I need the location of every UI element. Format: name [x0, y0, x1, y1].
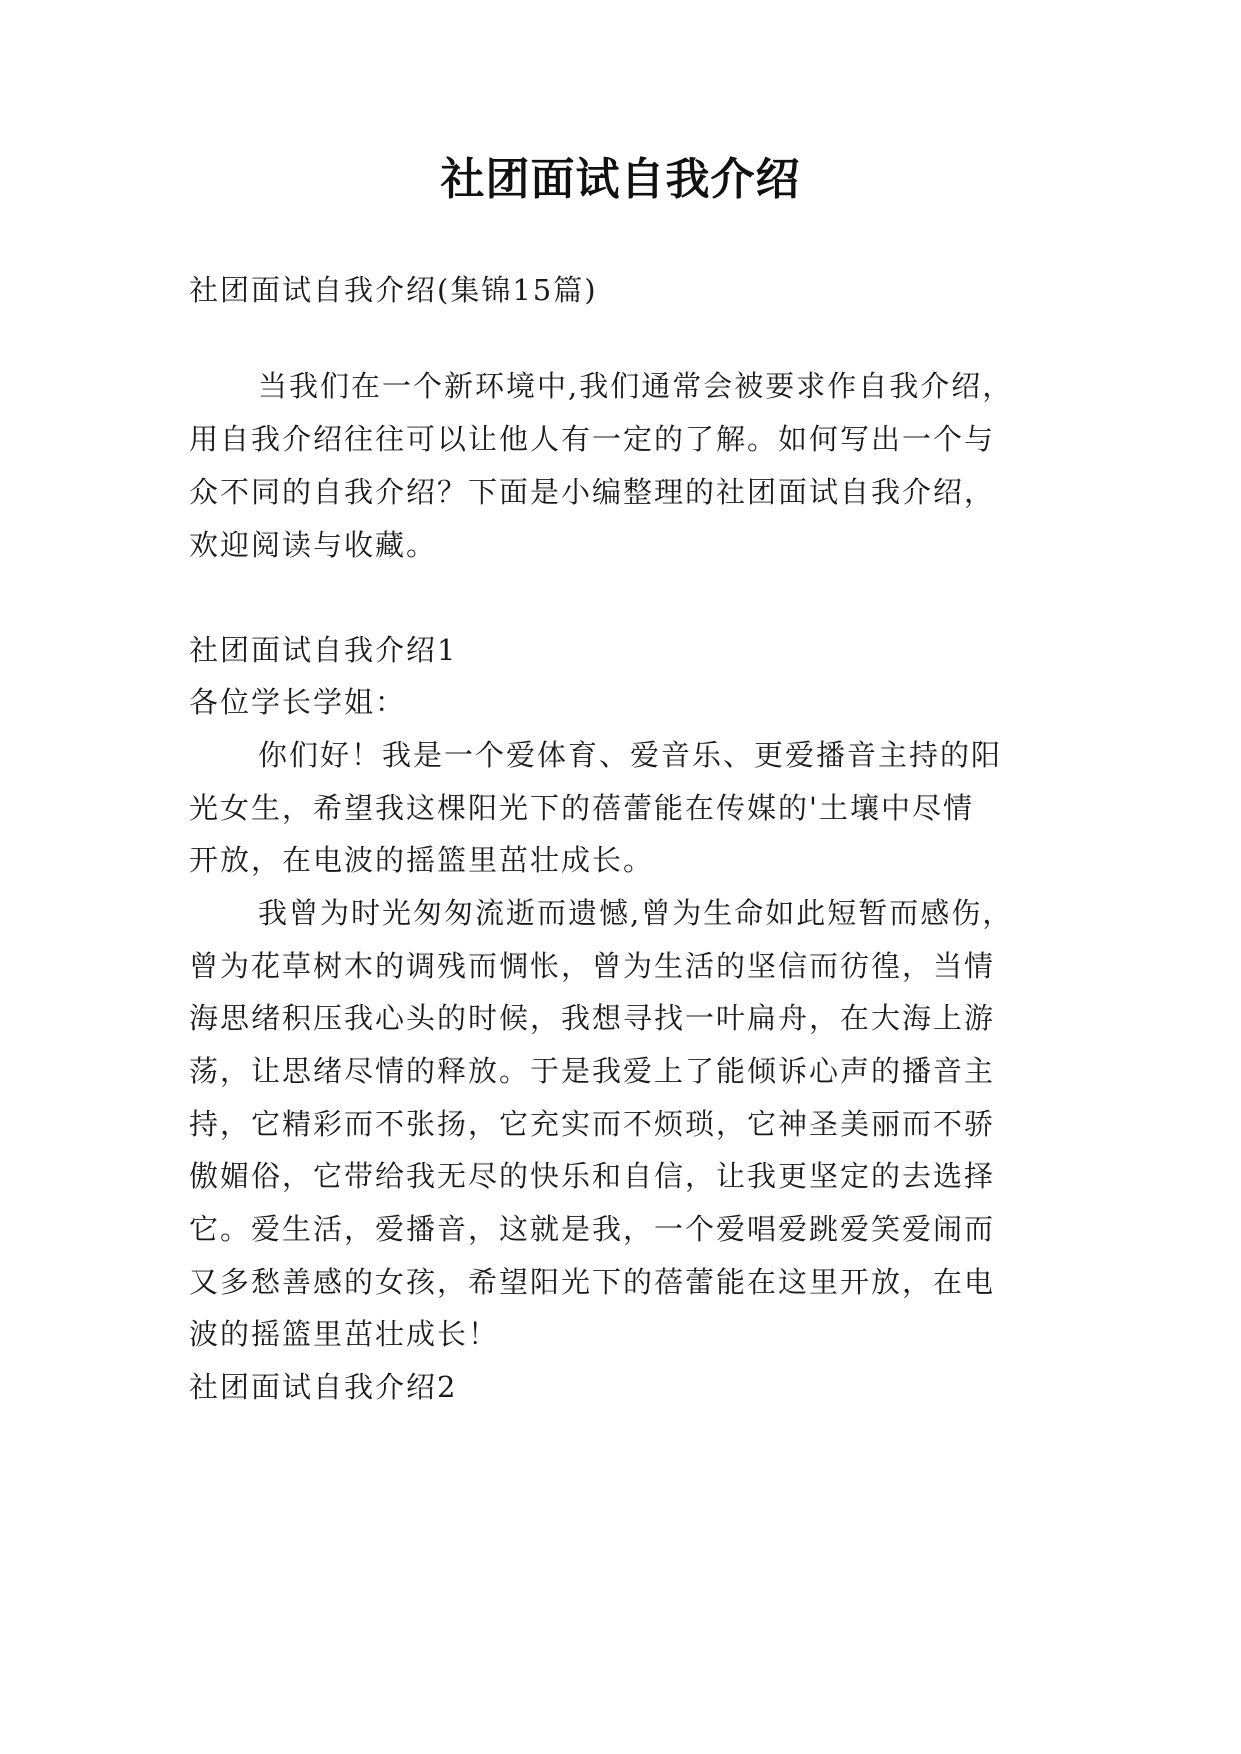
para2-line-5: 持，它精彩而不张扬，它充实而不烦琐，它神圣美丽而不骄: [189, 1107, 996, 1141]
para2-line-7: 它。爱生活，爱播音，这就是我，一个爱唱爱跳爱笑爱闹而: [189, 1212, 996, 1246]
document-subtitle: 社团面试自我介绍(集锦15篇): [189, 273, 598, 307]
para2-line-2: 曾为花草树木的调残而惆怅，曾为生活的坚信而彷徨，当情: [189, 949, 996, 983]
para1-line-1: 你们好！我是一个爱体育、爱音乐、更爱播音主持的阳: [258, 738, 1003, 772]
para2-line-4: 荡，让思绪尽情的释放。于是我爱上了能倾诉心声的播音主: [189, 1054, 996, 1088]
para2-line-8: 又多愁善感的女孩，希望阳光下的蓓蕾能在这里开放，在电: [189, 1265, 996, 1299]
para1-line-3: 开放，在电波的摇篮里茁壮成长。: [189, 843, 655, 877]
intro-line-2: 用自我介绍往往可以让他人有一定的了解。如何写出一个与: [189, 422, 996, 456]
para2-line-1: 我曾为时光匆匆流逝而遗憾,曾为生命如此短暂而感伤，: [258, 896, 1014, 930]
intro-line-1: 当我们在一个新环境中,我们通常会被要求作自我介绍，: [258, 369, 1014, 403]
para2-line-3: 海思绪积压我心头的时候，我想寻找一叶扁舟，在大海上游: [189, 1001, 996, 1035]
para2-line-9: 波的摇篮里茁壮成长！: [189, 1317, 500, 1351]
salutation: 各位学长学姐：: [189, 685, 407, 719]
intro-line-4: 欢迎阅读与收藏。: [189, 528, 438, 562]
para1-line-2: 光女生，希望我这棵阳光下的蓓蕾能在传媒的'土壤中尽情: [189, 791, 974, 825]
section-heading-1: 社团面试自我介绍1: [189, 633, 458, 667]
para2-line-6: 傲媚俗，它带给我无尽的快乐和自信，让我更坚定的去选择: [189, 1159, 996, 1193]
intro-line-3: 众不同的自我介绍？下面是小编整理的社团面试自我介绍，: [189, 475, 996, 509]
document-title: 社团面试自我介绍: [440, 154, 801, 205]
section-heading-2: 社团面试自我介绍2: [189, 1370, 458, 1404]
